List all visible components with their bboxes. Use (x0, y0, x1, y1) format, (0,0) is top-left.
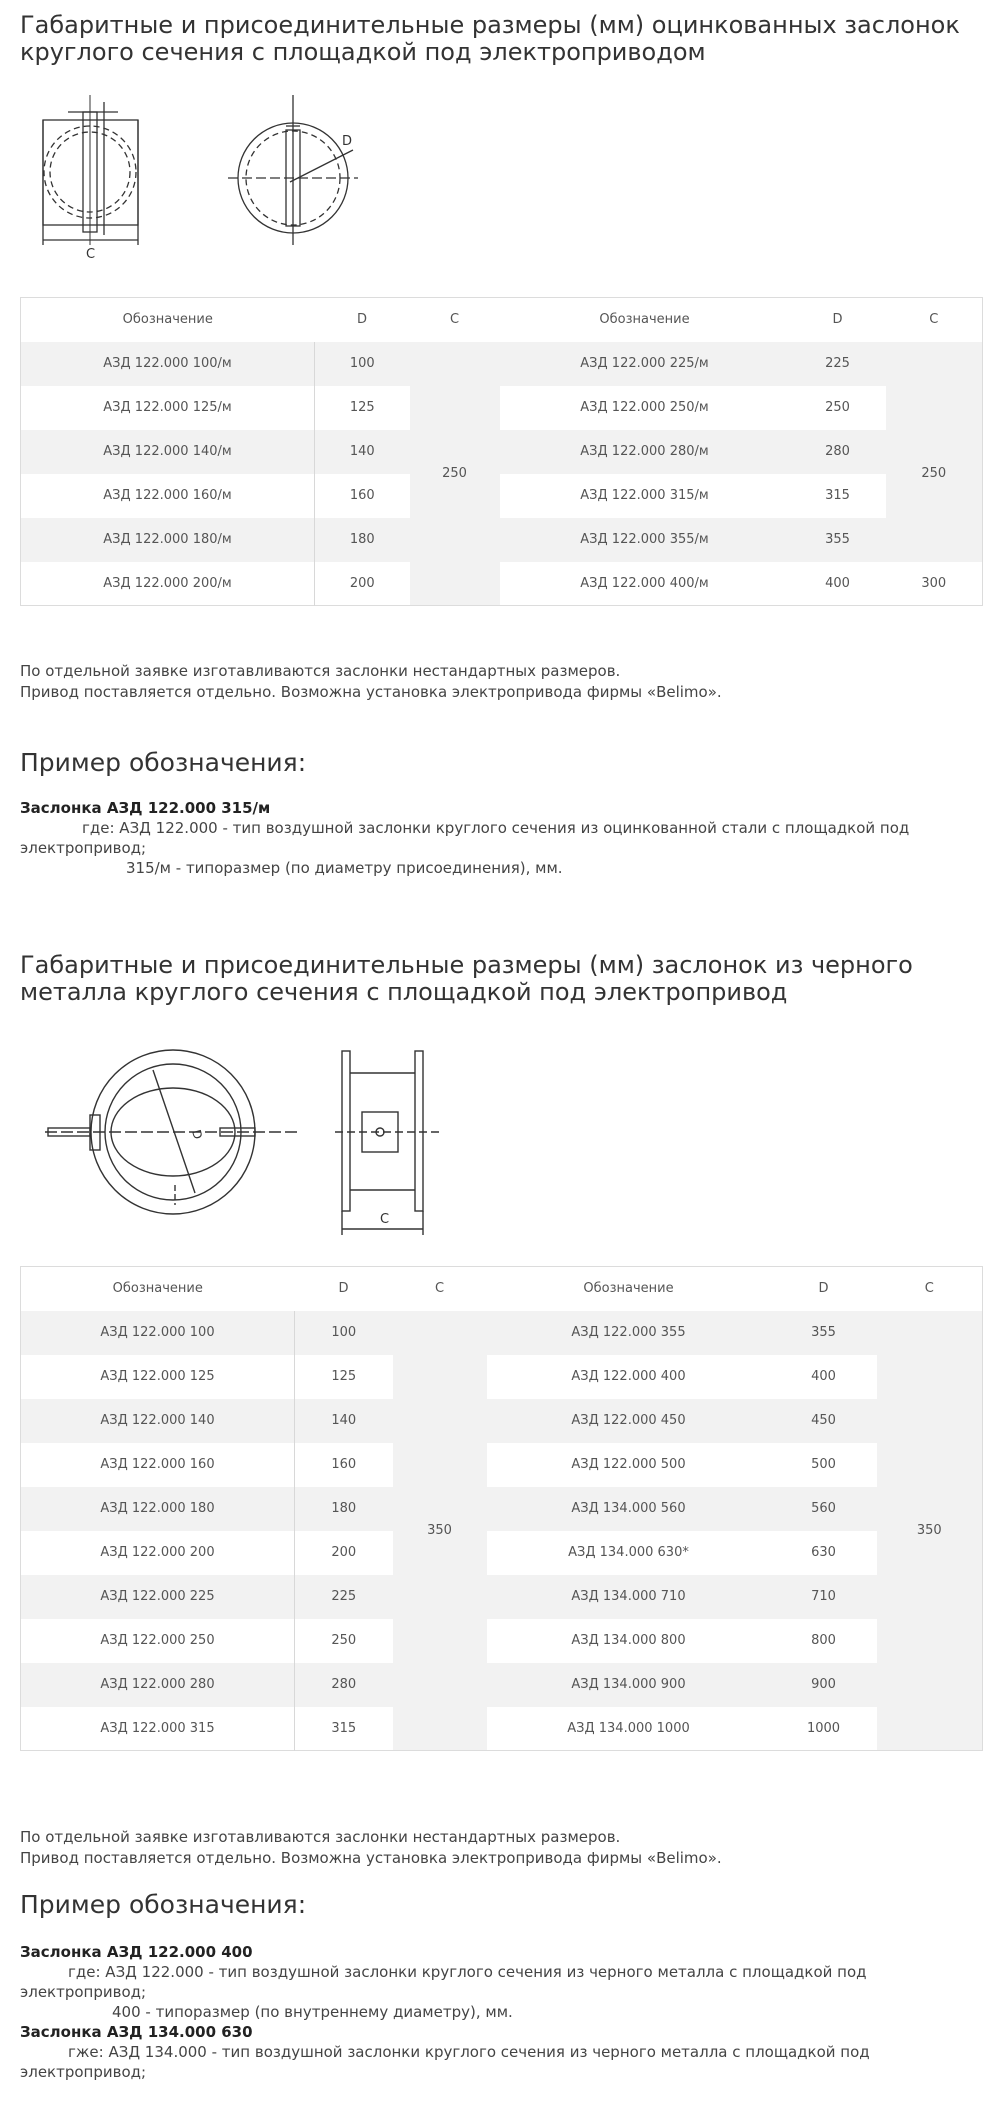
section1-example-heading: Пример обозначения: (20, 748, 307, 777)
section2-example (20, 1942, 980, 2082)
example-title: Заслонка АЗД 134.000 630 (20, 2023, 253, 2041)
d-cell: 140 (295, 1399, 393, 1443)
designation-cell: АЗД 122.000 250/м (500, 386, 790, 430)
designation-cell: АЗД 122.000 280/м (500, 430, 790, 474)
d-cell: 125 (295, 1355, 393, 1399)
designation-cell: АЗД 122.000 400 (487, 1355, 771, 1399)
d-cell: 200 (315, 562, 410, 606)
example-line: где: АЗД 122.000 - тип воздушной заслонки круглого сечения из оцинкованной стали с площадкой под электропривод; (20, 819, 910, 857)
d-cell: 500 (771, 1443, 877, 1487)
example-line: 315/м - типоразмер (по диаметру присоединения), мм. (126, 859, 563, 877)
table-row (21, 1531, 983, 1575)
d-cell: 160 (315, 474, 410, 518)
table-row (21, 1707, 983, 1751)
designation-cell: АЗД 122.000 125 (21, 1355, 295, 1399)
table-row (21, 562, 983, 606)
d-cell: 400 (771, 1355, 877, 1399)
designation-cell: АЗД 122.000 225 (21, 1575, 295, 1619)
col-header-c: C (886, 298, 983, 342)
table-row (21, 1399, 983, 1443)
designation-cell: АЗД 122.000 140 (21, 1399, 295, 1443)
col-header-d: D (771, 1267, 877, 1311)
d-cell: 225 (790, 342, 886, 386)
designation-cell: АЗД 122.000 160/м (21, 474, 315, 518)
d-cell: 140 (315, 430, 410, 474)
d-cell: 400 (790, 562, 886, 606)
col-header-d: D (315, 298, 410, 342)
designation-cell: АЗД 134.000 710 (487, 1575, 771, 1619)
d-cell: 280 (295, 1663, 393, 1707)
example-title: Заслонка АЗД 122.000 400 (20, 1943, 253, 1961)
d-cell: 710 (771, 1575, 877, 1619)
designation-cell: АЗД 122.000 100 (21, 1311, 295, 1355)
section1-example (20, 798, 980, 878)
note-nonstandard: По отдельной заявке изготавливаются заслонки нестандартных размеров. (20, 662, 621, 680)
designation-cell: АЗД 122.000 315/м (500, 474, 790, 518)
example-line: 400 - типоразмер (по внутреннему диаметру), мм. (112, 2003, 513, 2021)
note-actuator: Привод поставляется отдельно. Возможна установка электропривода фирмы «Belimo». (20, 1849, 722, 1867)
d-cell: 160 (295, 1443, 393, 1487)
c-cell: 300 (886, 562, 983, 606)
col-header-c: C (877, 1267, 983, 1311)
designation-cell: АЗД 134.000 800 (487, 1619, 771, 1663)
d-cell: 180 (315, 518, 410, 562)
section1-drawing (28, 90, 368, 270)
designation-cell: АЗД 122.000 180/м (21, 518, 315, 562)
dim-label-d: D (189, 1128, 206, 1141)
table-row (21, 386, 983, 430)
designation-cell: АЗД 122.000 100/м (21, 342, 315, 386)
d-cell: 180 (295, 1487, 393, 1531)
section1-table (20, 297, 983, 606)
c-cell: 350 (393, 1311, 487, 1751)
c-cell: 350 (877, 1311, 983, 1751)
c-cell: 250 (410, 342, 500, 606)
d-cell: 280 (790, 430, 886, 474)
designation-cell: АЗД 122.000 180 (21, 1487, 295, 1531)
table-row (21, 474, 983, 518)
col-header-designation: Обозначение (487, 1267, 771, 1311)
d-cell: 225 (295, 1575, 393, 1619)
section1-notes (20, 661, 980, 703)
d-cell: 1000 (771, 1707, 877, 1751)
section2-drawing (45, 1045, 445, 1245)
example-line: гже: АЗД 134.000 - тип воздушной заслонки круглого сечения из черного металла с площадкой под электропривод; (20, 2043, 870, 2081)
section2-title: Габаритные и присоединительные размеры (мм) заслонок из черного металла круглого сечения с площадкой под электропривод (20, 951, 913, 1006)
d-cell: 900 (771, 1663, 877, 1707)
c-cell: 250 (886, 386, 983, 562)
dim-label-c: C (380, 1212, 390, 1227)
d-cell: 100 (295, 1311, 393, 1355)
designation-cell: АЗД 122.000 200 (21, 1531, 295, 1575)
note-actuator: Привод поставляется отдельно. Возможна установка электропривода фирмы «Belimo». (20, 683, 722, 701)
designation-cell: АЗД 122.000 500 (487, 1443, 771, 1487)
section2-table (20, 1266, 983, 1751)
note-nonstandard: По отдельной заявке изготавливаются заслонки нестандартных размеров. (20, 1828, 621, 1846)
table-header-row (21, 298, 983, 342)
col-header-designation: Обозначение (500, 298, 790, 342)
table-row (21, 1355, 983, 1399)
table-row (21, 1619, 983, 1663)
designation-cell: АЗД 122.000 280 (21, 1663, 295, 1707)
designation-cell: АЗД 134.000 1000 (487, 1707, 771, 1751)
d-cell: 800 (771, 1619, 877, 1663)
designation-cell: АЗД 122.000 400/м (500, 562, 790, 606)
example-line: где: АЗД 122.000 - тип воздушной заслонки круглого сечения из черного металла с площадкой под электропривод; (20, 1963, 867, 2001)
designation-cell: АЗД 122.000 125/м (21, 386, 315, 430)
table-row (21, 1443, 983, 1487)
section2-example-heading: Пример обозначения: (20, 1890, 307, 1919)
table-row (21, 1487, 983, 1531)
designation-cell: АЗД 122.000 315 (21, 1707, 295, 1751)
section2-notes (20, 1827, 980, 1869)
col-header-designation: Обозначение (21, 1267, 295, 1311)
d-cell: 125 (315, 386, 410, 430)
designation-cell: АЗД 122.000 140/м (21, 430, 315, 474)
example-title: Заслонка АЗД 122.000 315/м (20, 799, 271, 817)
table-row (21, 1575, 983, 1619)
d-cell: 200 (295, 1531, 393, 1575)
designation-cell: АЗД 134.000 900 (487, 1663, 771, 1707)
d-cell: 250 (295, 1619, 393, 1663)
d-cell: 450 (771, 1399, 877, 1443)
table-header-row (21, 1267, 983, 1311)
d-cell: 250 (790, 386, 886, 430)
d-cell: 100 (315, 342, 410, 386)
table-row (21, 430, 983, 474)
col-header-designation: Обозначение (21, 298, 315, 342)
col-header-c: C (410, 298, 500, 342)
d-cell: 315 (790, 474, 886, 518)
dim-label-c: C (86, 247, 96, 262)
table-row (21, 518, 983, 562)
c-cell-empty (886, 342, 983, 386)
designation-cell: АЗД 122.000 250 (21, 1619, 295, 1663)
designation-cell: АЗД 134.000 560 (487, 1487, 771, 1531)
designation-cell: АЗД 122.000 160 (21, 1443, 295, 1487)
designation-cell: АЗД 122.000 450 (487, 1399, 771, 1443)
designation-cell: АЗД 122.000 200/м (21, 562, 315, 606)
designation-cell: АЗД 122.000 225/м (500, 342, 790, 386)
designation-cell: АЗД 122.000 355 (487, 1311, 771, 1355)
section1-title: Габаритные и присоединительные размеры (мм) оцинкованных заслонок круглого сечения с площадкой под электроприводом (20, 11, 960, 66)
table-row (21, 1311, 983, 1355)
d-cell: 355 (771, 1311, 877, 1355)
col-header-c: C (393, 1267, 487, 1311)
d-cell: 560 (771, 1487, 877, 1531)
designation-cell: АЗД 122.000 355/м (500, 518, 790, 562)
designation-cell: АЗД 134.000 630* (487, 1531, 771, 1575)
col-header-d: D (295, 1267, 393, 1311)
dim-label-d: D (342, 134, 353, 149)
d-cell: 315 (295, 1707, 393, 1751)
table-row (21, 342, 983, 386)
d-cell: 630 (771, 1531, 877, 1575)
col-header-d: D (790, 298, 886, 342)
table-row (21, 1663, 983, 1707)
d-cell: 355 (790, 518, 886, 562)
